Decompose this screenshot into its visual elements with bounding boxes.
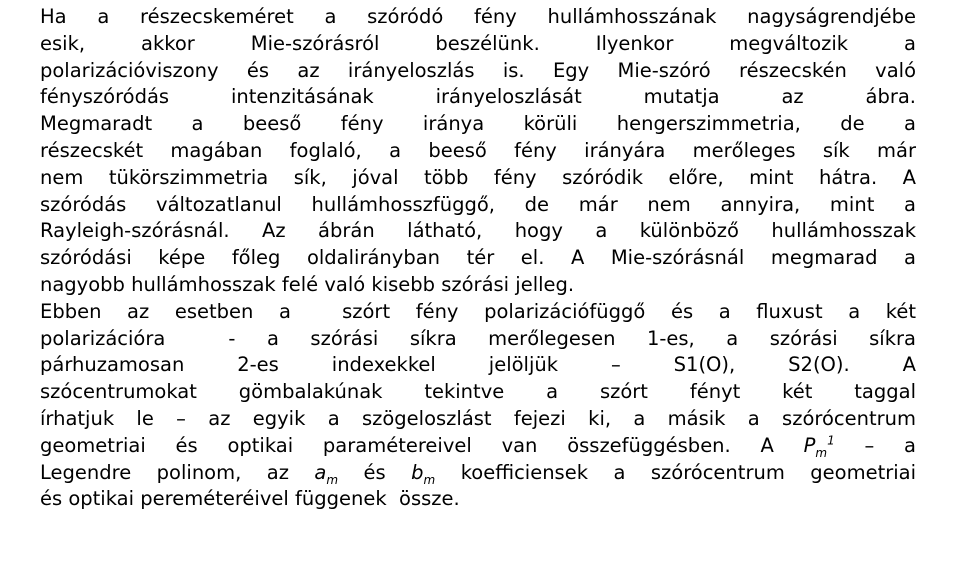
- text-line: írhatjuk le – az egyik a szögeloszlást fejezi ki, a másik a szórócentrum: [40, 406, 916, 430]
- text-line: fényszóródás intenzitásának irányeloszlását mutatja az ábra.: [40, 85, 916, 109]
- symbol-a: a: [314, 460, 327, 484]
- paragraph-polarization: [40, 299, 916, 513]
- text-line-legendre: [40, 433, 916, 460]
- symbol-p-subscript: m: [815, 445, 828, 460]
- symbol-p: P: [803, 433, 816, 457]
- text-line: szóródás változatlanul hullámhosszfüggő, de már nem annyira, mint a: [40, 192, 916, 216]
- text-line: Ha a részecskeméret a szóródó fény hullámhosszának nagyságrendjébe: [40, 5, 916, 28]
- symbol-b-subscript: m: [423, 472, 436, 487]
- symbol-p-superscript: 1: [827, 433, 835, 448]
- text-line: részecskét magában foglaló, a beeső fény irányára merőleges sík már: [40, 138, 916, 162]
- text-fragment: és: [338, 460, 412, 484]
- paragraph-mie-scattering: [40, 4, 916, 299]
- text-line: polarizációviszony és az irányeloszlás is. Egy Mie-szóró részecskén való: [40, 58, 916, 82]
- text-line: nem tükörszimmetria sík, jóval több fény szóródik előre, mint hátra. A: [40, 165, 916, 189]
- document-page: [40, 4, 916, 513]
- text-fragment: Legendre polinom, az: [40, 460, 315, 484]
- text-line: nagyobb hullámhosszak felé való kisebb szórási jelleg.: [40, 272, 575, 296]
- symbol-b: b: [411, 460, 424, 484]
- text-line: polarizációra - a szórási síkra merőlegesen 1-es, a szórási síkra: [40, 326, 916, 350]
- text-line: szóródási képe főleg oldalirányban tér el. A Mie-szórásnál megmarad a: [40, 246, 916, 270]
- text-line-coefficients: [40, 460, 916, 487]
- text-line: és optikai pereméteréivel függenek össze.: [40, 487, 460, 511]
- text-fragment: – a: [834, 433, 916, 457]
- text-line: Ebben az esetben a szórt fény polarizációfüggő és a fluxust a két: [40, 299, 916, 323]
- text-line: szócentrumokat gömbalakúnak tekintve a szórt fényt két taggal: [40, 380, 916, 404]
- text-line: esik, akkor Mie-szórásról beszélünk. Ilyenkor megváltozik a: [40, 31, 916, 55]
- symbol-a-subscript: m: [326, 472, 339, 487]
- text-line: párhuzamosan 2-es indexekkel jelöljük – S1(O), S2(O). A: [40, 353, 916, 377]
- text-fragment: koefficiensek a szórócentrum geometriai: [435, 460, 917, 484]
- text-fragment: geometriai és optikai paramétereivel van összefüggésben. A: [40, 433, 804, 457]
- text-line: Rayleigh-szórásnál. Az ábrán látható, hogy a különböző hullámhosszak: [40, 219, 916, 243]
- text-line: Megmaradt a beeső fény iránya körüli hengerszimmetria, de a: [40, 112, 916, 136]
